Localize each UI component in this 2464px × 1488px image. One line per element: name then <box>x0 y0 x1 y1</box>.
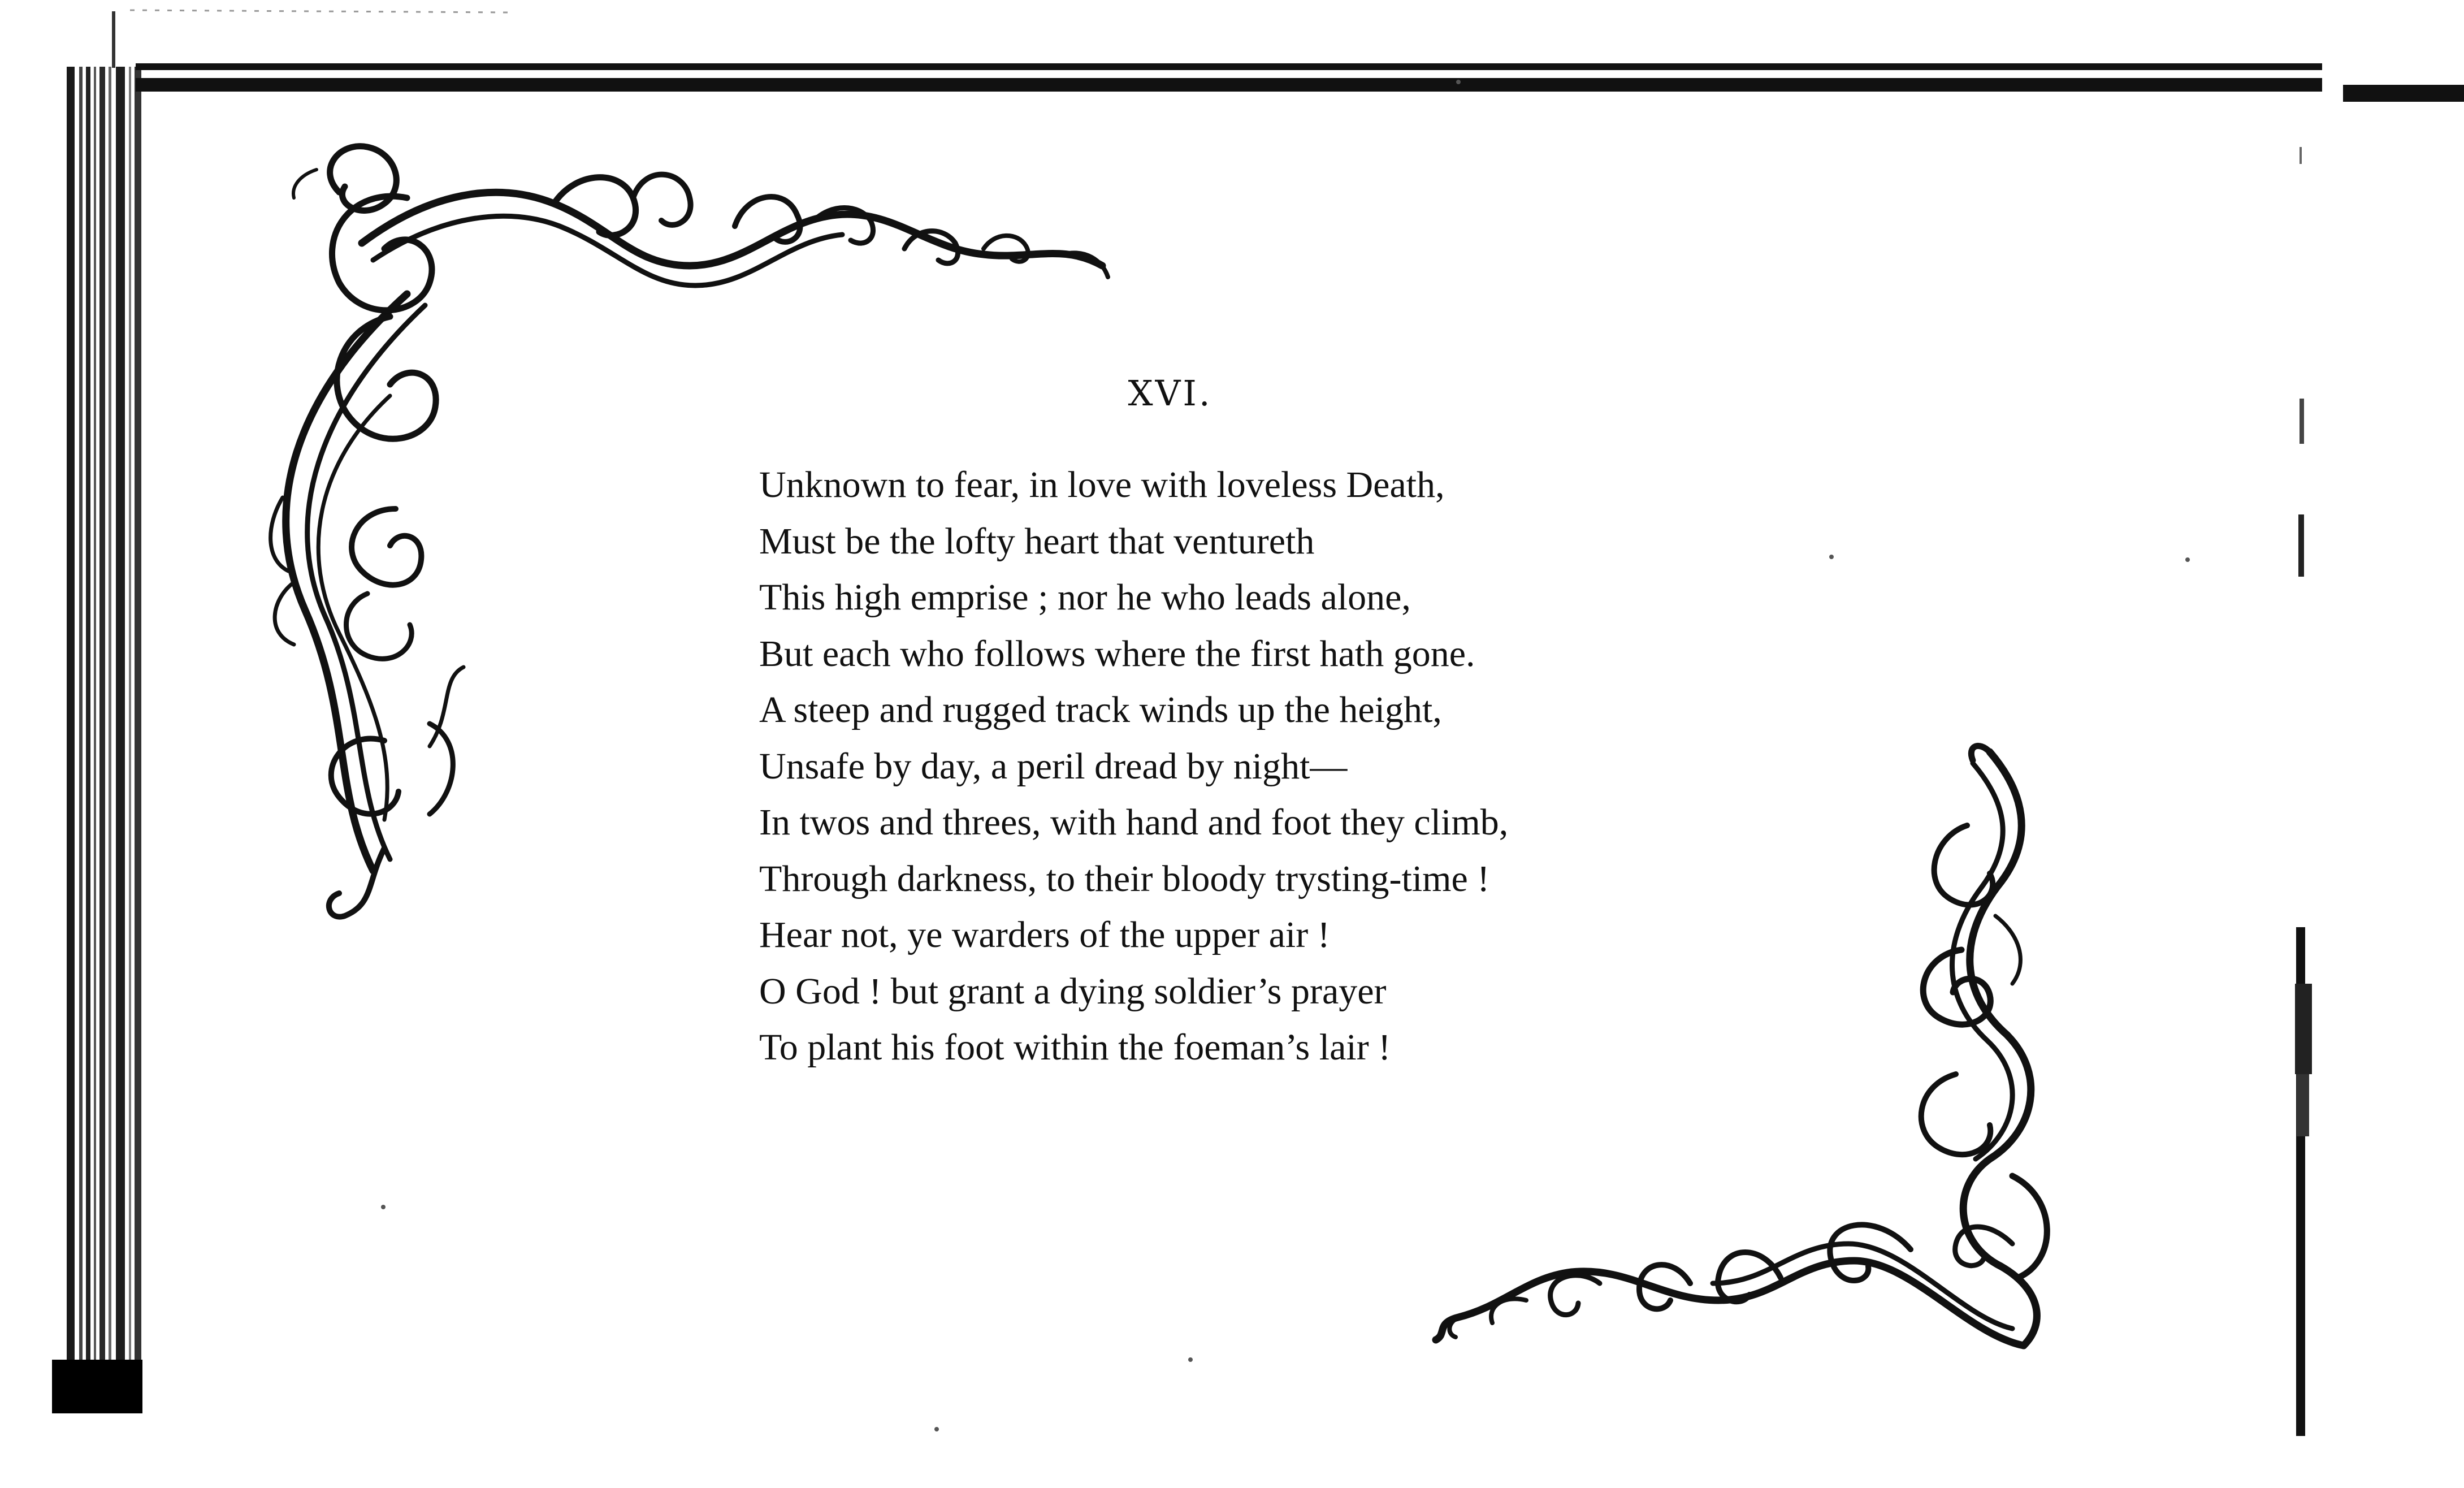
top-rule <box>130 10 2464 102</box>
poem-line: Hear not, ye warders of the upper air ! <box>759 914 1330 955</box>
poem-line: To plant his foot within the foeman’s lair ! <box>759 1027 1391 1068</box>
poem-line: Through darkness, to their bloody trysting-time ! <box>759 858 1490 899</box>
poem-line: But each who follows where the first hath gone. <box>759 633 1475 674</box>
poem-line: In twos and threes, with hand and foot they climb, <box>759 802 1509 843</box>
right-edge-marks <box>2295 147 2312 1436</box>
poem-line: Unknown to fear, in love with loveless Death, <box>759 464 1445 505</box>
poem-number-heading: XVI. <box>1128 373 1212 414</box>
poem-line: Unsafe by day, a peril dread by night— <box>759 745 1348 787</box>
poem-line: This high emprise ; nor he who leads alone, <box>759 577 1411 618</box>
poem-stanza <box>759 457 1664 1076</box>
poem-line: O God ! but grant a dying soldier’s prayer <box>759 970 1387 1012</box>
binding-edge <box>52 11 142 1413</box>
poem-line: A steep and rugged track winds up the height, <box>759 689 1442 730</box>
poem-line: Must be the lofty heart that ventureth <box>759 520 1315 562</box>
